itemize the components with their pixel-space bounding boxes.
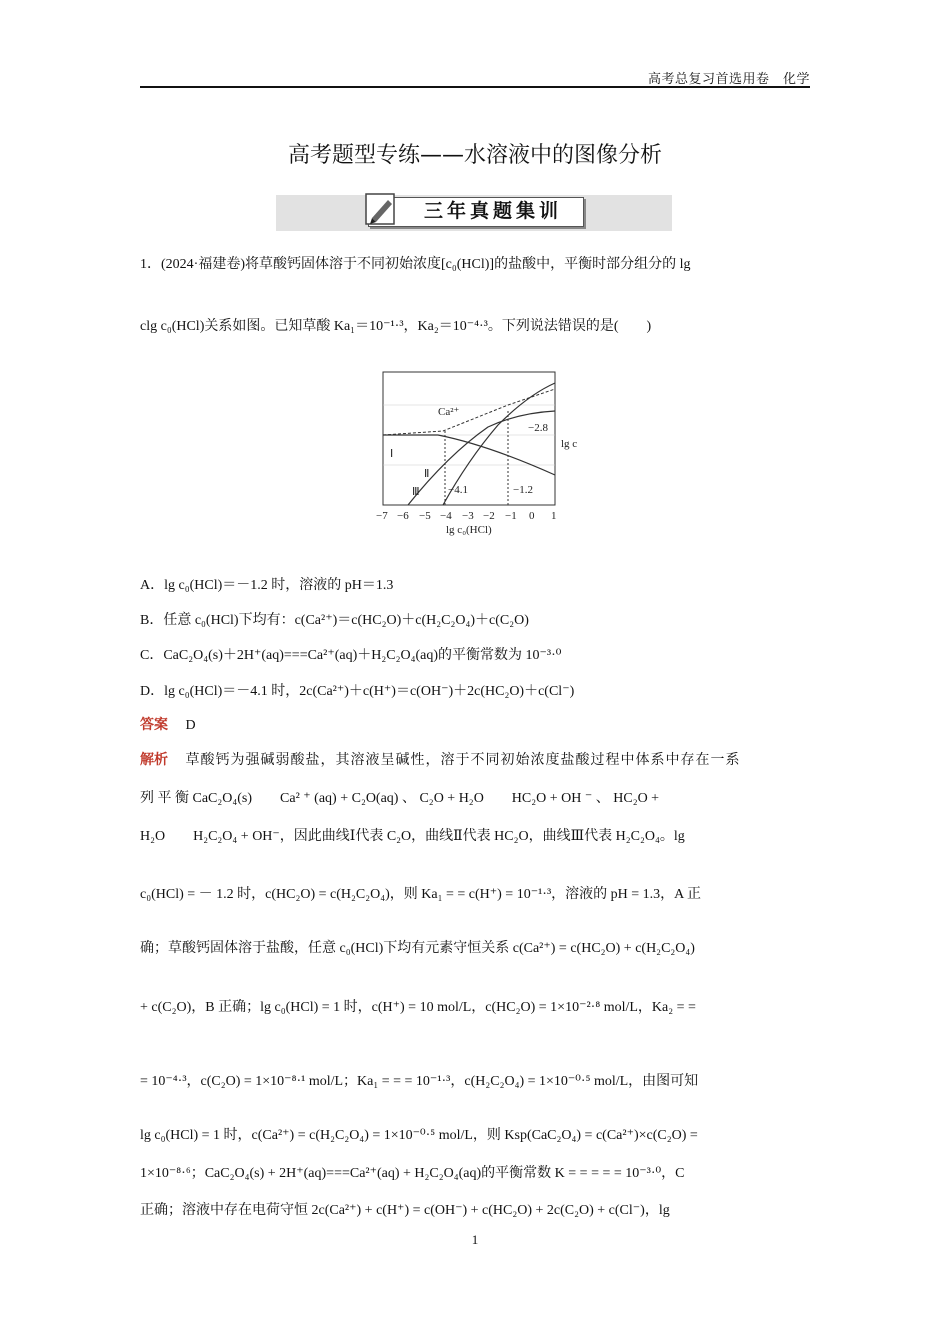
- label-iii: Ⅲ: [412, 486, 420, 498]
- analysis-line-6: + c(C₂O)，B 正确；lg c₀(HCl) = 1 时，c(H⁺) = 10 mol/L，c(HC₂O) = 1×10⁻²·⁸ mol/L，Ka₂ = =: [140, 1000, 696, 1015]
- analysis-line-7: = 10⁻⁴·³，c(C₂O) = 1×10⁻⁸·¹ mol/L；Ka₁ = = = 10⁻¹·³，c(H₂C₂O₄) = 1×10⁻⁰·⁵ mol/L，由图可知: [140, 1074, 699, 1089]
- analysis-label: 解析: [140, 752, 168, 768]
- answer-label: 答案: [140, 717, 168, 733]
- answer-value: D: [185, 718, 196, 733]
- option-d: D．lg c₀(HCl)＝－4.1 时，2c(Ca²⁺)＋c(H⁺)＝c(OH⁻)＋2c(HC₂O)＋c(Cl⁻): [140, 684, 575, 699]
- analysis-line-1: [140, 749, 810, 769]
- analysis-line-5: 确；草酸钙固体溶于盐酸，任意 c₀(HCl)下均有元素守恒关系 c(Ca²⁺) = c(HC₂O) + c(H₂C₂O₄): [140, 941, 695, 956]
- page-number: 1: [471, 1232, 479, 1247]
- option-b: B．任意 c₀(HCl)下均有：c(Ca²⁺)＝c(HC₂O)＋c(H₂C₂O₄)＋c(C₂O): [140, 613, 529, 628]
- x-tick: −2: [483, 510, 495, 522]
- answer-line: [140, 714, 810, 734]
- x-tick: 1: [551, 510, 557, 522]
- x-tick: −5: [419, 510, 431, 522]
- analysis-line-3: H₂O H₂C₂O₄ + OH⁻，因此曲线Ⅰ代表 C₂O，曲线Ⅱ代表 HC₂O，曲线Ⅲ代表 H₂C₂O₄。lg: [140, 829, 685, 844]
- analysis-line-4: c₀(HCl) = － 1.2 时，c(HC₂O) = c(H₂C₂O₄)，则 Ka₁ = = c(H⁺) = 10⁻¹·³，溶液的 pH = 1.3，A 正: [140, 887, 701, 902]
- x-tick: −4: [440, 510, 452, 522]
- page-header: 高考总复习首选用卷 化学: [647, 71, 810, 86]
- analysis-line-2: 列 平 衡 CaC₂O₄(s) Ca² ⁺ (aq) + C₂O(aq) 、 C₂O + H₂O HC₂O + OH ⁻ 、 HC₂O +: [140, 791, 660, 806]
- question-line-1: 1．(2024·福建卷)将草酸钙固体溶于不同初始浓度[c₀(HCl)]的盐酸中，平衡时部分组分的 lg: [140, 257, 691, 272]
- page-title: 高考题型专练——水溶液中的图像分析: [287, 143, 662, 168]
- analysis-line-10: 正确；溶液中存在电荷守恒 2c(Ca²⁺) + c(H⁺) = c(OH⁻) + c(HC₂O) + 2c(C₂O) + c(Cl⁻)，lg: [140, 1203, 670, 1218]
- option-c: C．CaC₂O₄(s)＋2H⁺(aq)===Ca²⁺(aq)＋H₂C₂O₄(aq)的平衡常数为 10⁻³·⁰: [140, 648, 562, 663]
- option-a: A．lg c₀(HCl)＝－1.2 时，溶液的 pH＝1.3: [140, 578, 394, 593]
- lg-c-chart: [368, 365, 588, 537]
- label-b: −1.2: [513, 484, 533, 496]
- label-i: Ⅰ: [390, 448, 394, 460]
- analysis-line-9: 1×10⁻⁸·⁶；CaC₂O₄(s) + 2H⁺(aq)===Ca²⁺(aq) + H₂C₂O₄(aq)的平衡常数 K = = = = = 10⁻³·⁰，C: [140, 1166, 685, 1181]
- x-axis-label: lg c₀(HCl): [446, 524, 492, 536]
- x-tick: 0: [529, 510, 535, 522]
- label-c: −2.8: [528, 422, 548, 434]
- x-tick-labels: [376, 510, 557, 522]
- analysis-line-8: lg c₀(HCl) = 1 时，c(Ca²⁺) = c(H₂C₂O₄) = 1×10⁻⁰·⁵ mol/L，则 Ksp(CaC₂O₄) = c(Ca²⁺)×c(C₂O) =: [140, 1128, 698, 1143]
- x-tick: −6: [397, 510, 409, 522]
- x-tick: −3: [462, 510, 474, 522]
- pencil-icon: [364, 192, 398, 228]
- question-line-2: clg c₀(HCl)关系如图。已知草酸 Ka₁＝10⁻¹·³，Ka₂＝10⁻⁴·³。下列说法错误的是( ): [140, 319, 652, 334]
- banner-title: 三年真题集训: [424, 200, 563, 222]
- analysis-text: 草酸钙为强碱弱酸盐，其溶液呈碱性，溶于不同初始浓度盐酸过程中体系中存在一系: [185, 753, 741, 768]
- label-ca: Ca²⁺: [438, 406, 460, 418]
- y-axis-label: lg c: [561, 438, 578, 450]
- label-a: −4.1: [448, 484, 468, 496]
- x-tick: −7: [376, 510, 388, 522]
- header-rule: [140, 86, 810, 88]
- label-ii: Ⅱ: [424, 468, 430, 480]
- x-tick: −1: [505, 510, 517, 522]
